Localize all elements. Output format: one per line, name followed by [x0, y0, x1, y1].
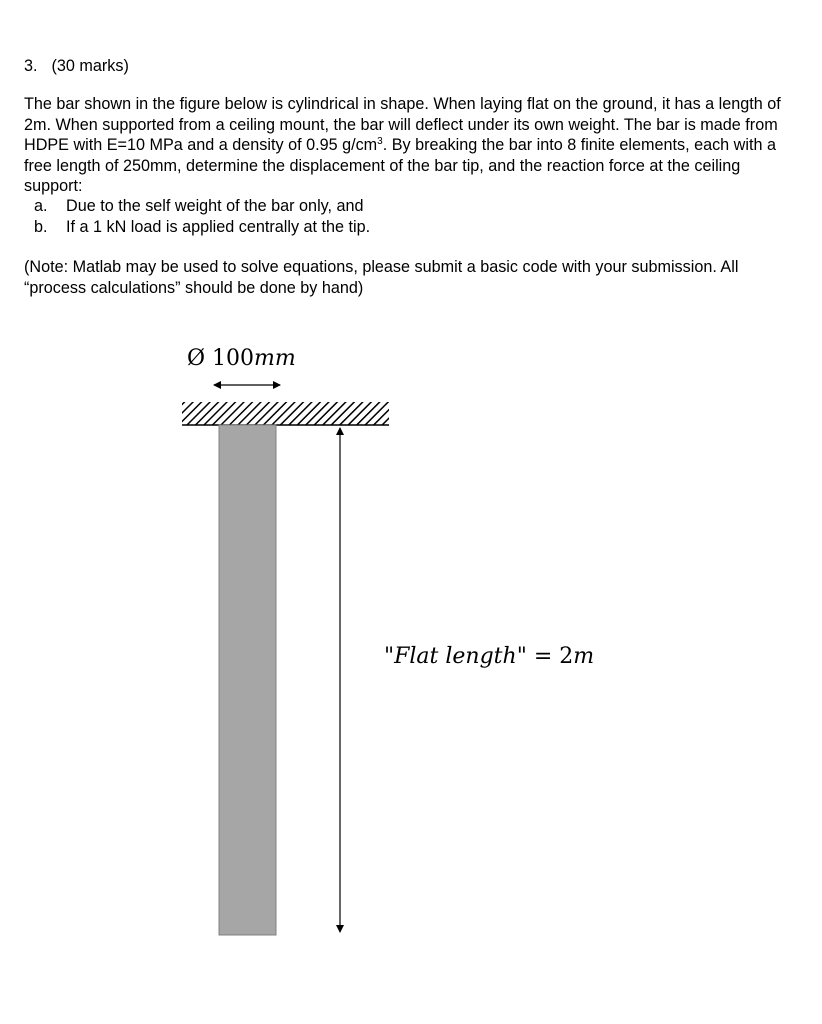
- part-marker: a.: [34, 197, 48, 216]
- question-marks: (30 marks): [51, 57, 129, 75]
- diameter-symbol: Ø: [187, 346, 206, 371]
- part-text: Due to the self weight of the bar only, and: [66, 197, 364, 216]
- length-label: [384, 644, 594, 669]
- ceiling-support: [182, 402, 389, 425]
- intro-text-2: . By breaking the bar into 8 finite elements, each with a free length of 250mm, determine the displacement of the bar tip, and the reaction force at the ceiling support:: [24, 136, 776, 196]
- length-equals: =: [533, 644, 553, 669]
- bar: [219, 425, 276, 935]
- part-marker: b.: [34, 217, 48, 236]
- diameter-label: [187, 346, 296, 371]
- intro-text-1: The bar shown in the figure below is cylindrical in shape. When laying flat on the ground, it has a length of 2m. When supported from a ceiling mount, the bar will deflect under its own weight. The bar is made from HDPE with E=10 MPa and a density of 0.95 g/cm: [24, 95, 781, 155]
- question-number: 3.: [24, 57, 38, 75]
- length-value: 2: [559, 644, 574, 669]
- diameter-value: 100: [212, 346, 255, 371]
- length-unit: m: [573, 644, 595, 669]
- intro-superscript: 3: [377, 136, 383, 148]
- question-note: (Note: Matlab may be used to solve equations, please submit a basic code with your submission. All “process calculations” should be done by hand): [24, 258, 739, 297]
- diameter-unit: mm: [254, 346, 296, 371]
- part-text: If a 1 kN load is applied centrally at the tip.: [66, 217, 371, 236]
- length-label-text: "Flat length": [384, 644, 527, 669]
